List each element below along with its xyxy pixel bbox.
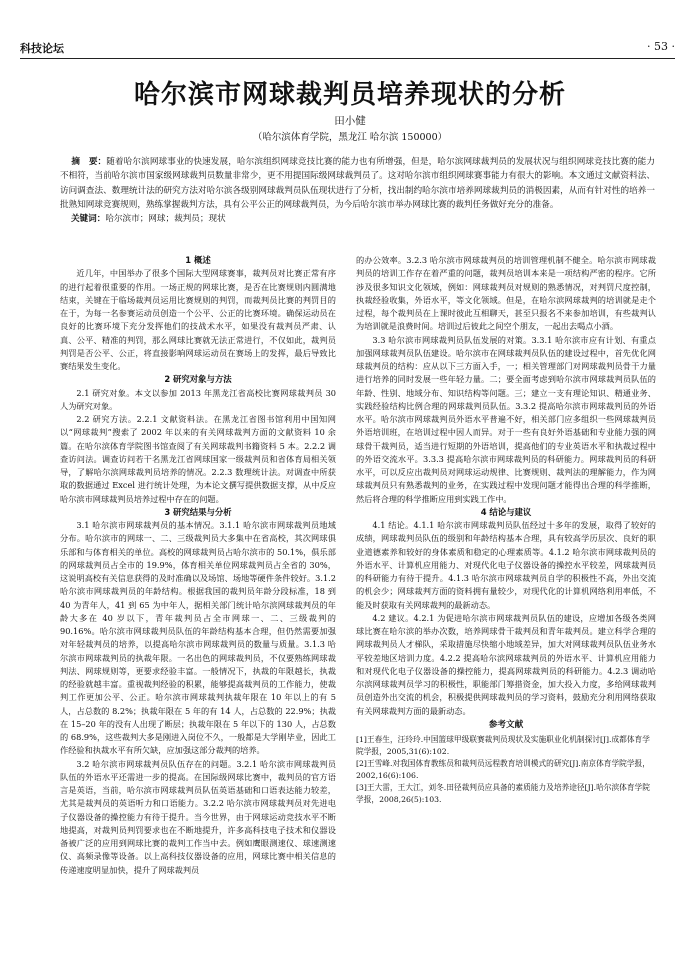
section-heading-3: 3 研究结果与分析 [164,506,232,517]
section-1-paragraph: 近几年，中国举办了很多个国际大型网球赛事，裁判员对比赛正常有序的进行起着很重要的作用。一场正规的网球比赛，是否在比赛规则内圆满地结束，关键在于临场裁判员运用比赛规则的判罚，而裁判员比赛的判罚目的在于，为每一名参赛运动员创造一个公平、公正的比赛环境。确保运动员在良好的比赛环境下充分发挥他们的技战术水平，如果没有裁判员严肃、认真、公平、精准的判罚，那么网球比赛就无法正常进行，不仅如此，裁判员判罚是否公平、公正，将直接影响网球运动员在赛场上的发挥，最后导致比赛结果发生变化。 [60,268,336,371]
section-heading-2: 2 研究对象与方法 [164,374,232,385]
header-rule [20,58,675,59]
section-2-paragraph-2: 2.2 研究方法。2.2.1 文献资料法。在黑龙江省图书馆利用中国知网以“网球裁判”搜索了 2002 年以来的有关网球裁判方面的文献资料 10 余篇。在哈尔滨体育学院图书馆查阅了有关网球裁判书籍资料 5 本。2.2.2 调查访问法。调查访问若干名黑龙江省网球国家一级裁判员和省体育局相关领导，了解哈尔滨网球裁判员培养的情况。2.2.3 数理统计法。对调查中所获取的数据通过 Excel 进行统计处理，为本论文撰写提供数据支撑，从中反应哈尔滨市网球裁判员培养过程中存在的问题。 [60,414,336,504]
right-column [356,254,656,954]
article-title: 哈尔滨市网球裁判员培养现状的分析 [133,80,566,110]
continued-paragraph: 的办公效率。3.2.3 哈尔滨市网球裁判员的培训管理机制不健全。哈尔滨市网球裁判员的培训工作存在着严重的问题，裁判员培训本来是一项结构严密的程序。它所涉及很多知识文化领域，例如：网球裁判员对规则的熟悉情况，对判罚尺度控制，执裁经验收集，外语水平，等文化领域。但是，在哈尔滨网球裁判的培训就是走个过程，每个裁判员在上课时彼此互相聊天，甚至只报名不来参加培训，有些裁判认为培训就是浪费时间。培训过后彼此之间空个朋友，一起出去喝点小酒。 [356,255,656,332]
abstract-text: 随着哈尔滨网球事业的快速发展，哈尔滨组织网球竞技比赛的能力也有所增强，但是，哈尔滨网球裁判员的发展状况与组织网球竞技比赛的能力不相符，当前哈尔滨市国家级网球裁判员数量非常少，更不用提国际级网球裁判员了。这对哈尔滨市组织网球赛事能力有很大的影响。本文通过文献资料法、访问调查法、数理统计法的研究方法对哈尔滨各级别网球裁判员队伍现状进行了分析，找出制约哈尔滨市培养网球裁判员的消极因素，从而有针对性的培养一批熟知网球竞赛规则，熟练掌握裁判方法，具有公平公正的网球裁判员，为今后哈尔滨市举办网球比赛的裁判任务做好充分的准备。 [60,157,655,210]
left-column [60,254,336,954]
abstract-block [60,155,655,226]
article-author: 田小健 [334,115,366,127]
section-2-paragraph-1: 2.1 研究对象。本文以参加 2013 年黑龙江省高校比赛网球裁判员 30 人为研究对象。 [60,387,336,411]
keywords-text: 哈尔滨市；网球；裁判员；现状 [105,214,226,225]
suggestion-paragraph: 4.2 建议。4.2.1 为促进哈尔滨市网球裁判员队伍的建设，应增加各级各类网球比赛在哈尔滨的举办次数，培养网球骨干裁判员和青年裁判员。建立科学合理的网球裁判员人才梯队，采取措施尽快缩小地域差异，加大对网球裁判员队伍业务水平较差地区培训力度。4.2.2 提高哈尔滨网球裁判员的外语水平、计算机应用能力和对现代化电子仪器设备的操控能力，提高网球裁判员的科研能力。4.2.3 调动哈尔滨网球裁判员学习的积极性，职能部门筹措资金，加大投入力度，多给网球裁判员创造外出交流的机会，积极提供网球裁判员的学习资料，鼓励充分利用网络获取有关网球裁判方面的最新动态。 [356,612,656,716]
keywords-label: 关键词： [70,214,106,225]
conclusion-paragraph: 4.1 结论。4.1.1 哈尔滨市网球裁判员队伍经过十多年的发展，取得了较好的成绩，网球裁判员队伍的级别和年龄结构基本合理，具有较高学历层次、良好的职业道德素养和较好的身体素质和稳定的心理素质等。4.1.2 哈尔滨市网球裁判员的外语水平、计算机应用能力、对现代化电子仪器设备的操控水平较差，网球裁判员的科研能力有待于提升。4.1.3 哈尔滨市网球裁判员自学的积极性不高，外出交流的机会少；网球裁判方面的资料拥有量较少，对现代化的计算机网络利用率低，不能及时获取有关网球裁判的最新动态。 [356,520,656,610]
section-3-3-paragraph: 3.3 哈尔滨市网球裁判员队伍发展的对策。3.3.1 哈尔滨市应有计划、有重点加强网球裁判员队伍建设。哈尔滨市在网球裁判员队伍的建设过程中，首先优化网球裁判员的结构：应从以下三方面入手，一；相关管理部门对网球裁判员骨干力量进行培养的同时发展一些年轻力量。二；要全面考虑到哈尔滨市网球裁判员队伍的年龄、性别、地域分布、知识结构等问题。三；建立一支有理论知识、精通业务、实践经验结构比例合理的网球裁判员队伍。3.3.2 提高哈尔滨市网球裁判员的外语水平。哈尔滨市网球裁判员外语水平普遍不好，相关部门应多组织一些网球裁判员外语培训班，在培训过程中因人而异。对于一些有良好外语基础和专业能力强的网球骨干裁判员，适当进行短期的外语培训，提高他们的专业英语水平和执裁过程中的外语交流水平。3.3.3 提高哈尔滨市网球裁判员的科研能力。网球裁判员的科研水平，可以反应出裁判员对网球运动规律、比赛规则、裁判法的理解能力，作为网球裁判员只有熟悉裁判的业务，在实践过程中发现问题才能得出合理的科学推断，然后将合理的科学推断应用到实践工作中。 [356,334,656,504]
section-3-paragraph-1: 3.1 哈尔滨市网球裁判员的基本情况。3.1.1 哈尔滨市网球裁判员地域分布。哈尔滨市的网球一、二、三级裁判员大多集中在省高校，其次网球俱乐部和与体育相关的单位。高校的网球裁判员占哈尔滨市的 50.1%，俱乐部的网球裁判员占全市的 19.9%，体育相关单位网球裁判员占全省的 30%，这说明高校有关信息获得的及时准确以及场馆、场地等硬件条件较好。3.1.2 哈尔滨市网球裁判员的年龄结构。根据我国的裁判员年龄分段标准，18 到 40 为青年人，41 到 65 为中年人，据相关部门统计哈尔滨网球裁判员的年龄大多在 40 岁以下，青年裁判员占全市网球一、二、三级裁判的 90.16%。哈尔滨市网球裁判员队伍的年龄结构基本合理，但仍然需要加强对年轻裁判员的培养，以提高哈尔滨市网球裁判员的数量与质量。3.1.3 哈尔滨市网球裁判员的执裁年限。一名出色的网球裁判员，不仅要熟练网球裁判法、网球规则等，更要求经验丰富。一般情况下，执裁的年限越长，执裁的经验就越丰富。重视裁判经验的积累，能够提高裁判员的工作能力，使裁判工作更加公平、公正。哈尔滨市网球裁判执裁年限在 10 年以上的有 5 人，占总数的 8.2%；执裁年限在 5 年的有 14 人，占总数的 22.9%；执裁在 15–20 年的没有人出现了断层；执裁年限在 5 年以下的 130 人，占总数的 68.9%，这些裁判大多是刚进入岗位不久，一般都是大学刚毕业，因此工作经验和执裁水平有所欠缺，应加强这部分裁判的培养。 [60,520,336,756]
author-affiliation: （哈尔滨体育学院，黑龙江 哈尔滨 150000） [252,132,448,143]
abstract-paragraph [60,155,655,212]
section-heading-4: 4 结论与建议 [480,506,532,517]
reference-item: [2]王雪峰.对我国体育教练员和裁判员远程教育培训模式的研究[J].南京体育学院学报，2002,16(6):106. [356,759,650,780]
reference-item: [1]王春生，汪玲玲.中国篮球甲级联赛裁判员现状及实施职业化机制探讨[J].成都体育学院学报，2005,31(6):102. [356,735,650,756]
keywords-line [60,212,655,226]
abstract-label: 摘 要： [71,157,107,167]
running-head [20,40,675,56]
section-3-paragraph-2: 3.2 哈尔滨市网球裁判员队伍存在的问题。3.2.1 哈尔滨市网球裁判员队伍的外语水平还需进一步的提高。在国际级网球比赛中，裁判员的官方语言是英语，当前，哈尔滨市网球裁判员队伍英语基础和口语表达能力较差，尤其是裁判员的英语听力和口语能力。3.2.2 哈尔滨市网球裁判员对先进电子仪器设备的操控能力有待于提升。当今世界，由于网球运动竞技水平不断地提高，对裁判员判罚要求也在不断地提升，许多高科技电子技术和仪器设备被广泛的应用到网球比赛的裁判工作当中去。例如鹰眼测速仪、球速测速仪、高频录像等设备。以上高科技仪器设备的应用，网球比赛中相关信息的传递速度明显加快，提升了网球裁判员 [60,758,336,875]
references-heading: 参考文献 [488,719,524,730]
journal-name: 科技论坛 [20,42,64,55]
section-heading-1: 1 概述 [185,255,211,265]
page-number: · 53 · [647,40,675,53]
reference-item: [3]王大雷，王大江，刘冬.田径裁判员应具备的素质能力及培养途径[J].哈尔滨体育学院学报，2008,26(5):103. [356,783,650,804]
